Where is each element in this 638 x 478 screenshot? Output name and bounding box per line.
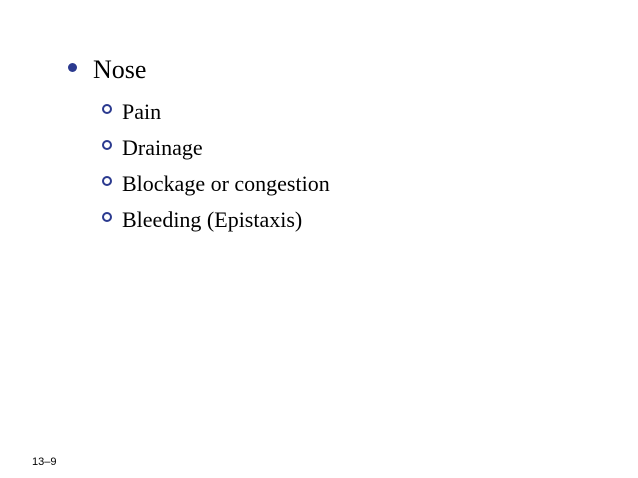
sub-bullet-item (102, 94, 330, 130)
sub-bullet-list (102, 94, 330, 238)
sub-bullet-item (102, 202, 330, 238)
sub-bullet-text: Bleeding (Epistaxis) (122, 207, 303, 232)
ring-bullet-icon (102, 140, 112, 150)
sub-bullet-item (102, 166, 330, 202)
ring-bullet-icon (102, 176, 112, 186)
ring-bullet-icon (102, 104, 112, 114)
sub-bullet-text: Blockage or congestion (122, 171, 330, 196)
sub-bullet-text: Pain (122, 99, 162, 124)
main-bullet (68, 54, 146, 86)
filled-circle-bullet-icon (68, 63, 77, 72)
sub-bullet-text: Drainage (122, 135, 203, 160)
sub-bullet-item (102, 130, 330, 166)
main-bullet-text: Nose (93, 55, 147, 84)
ring-bullet-icon (102, 212, 112, 222)
slide-number: 13–9 (32, 456, 57, 468)
